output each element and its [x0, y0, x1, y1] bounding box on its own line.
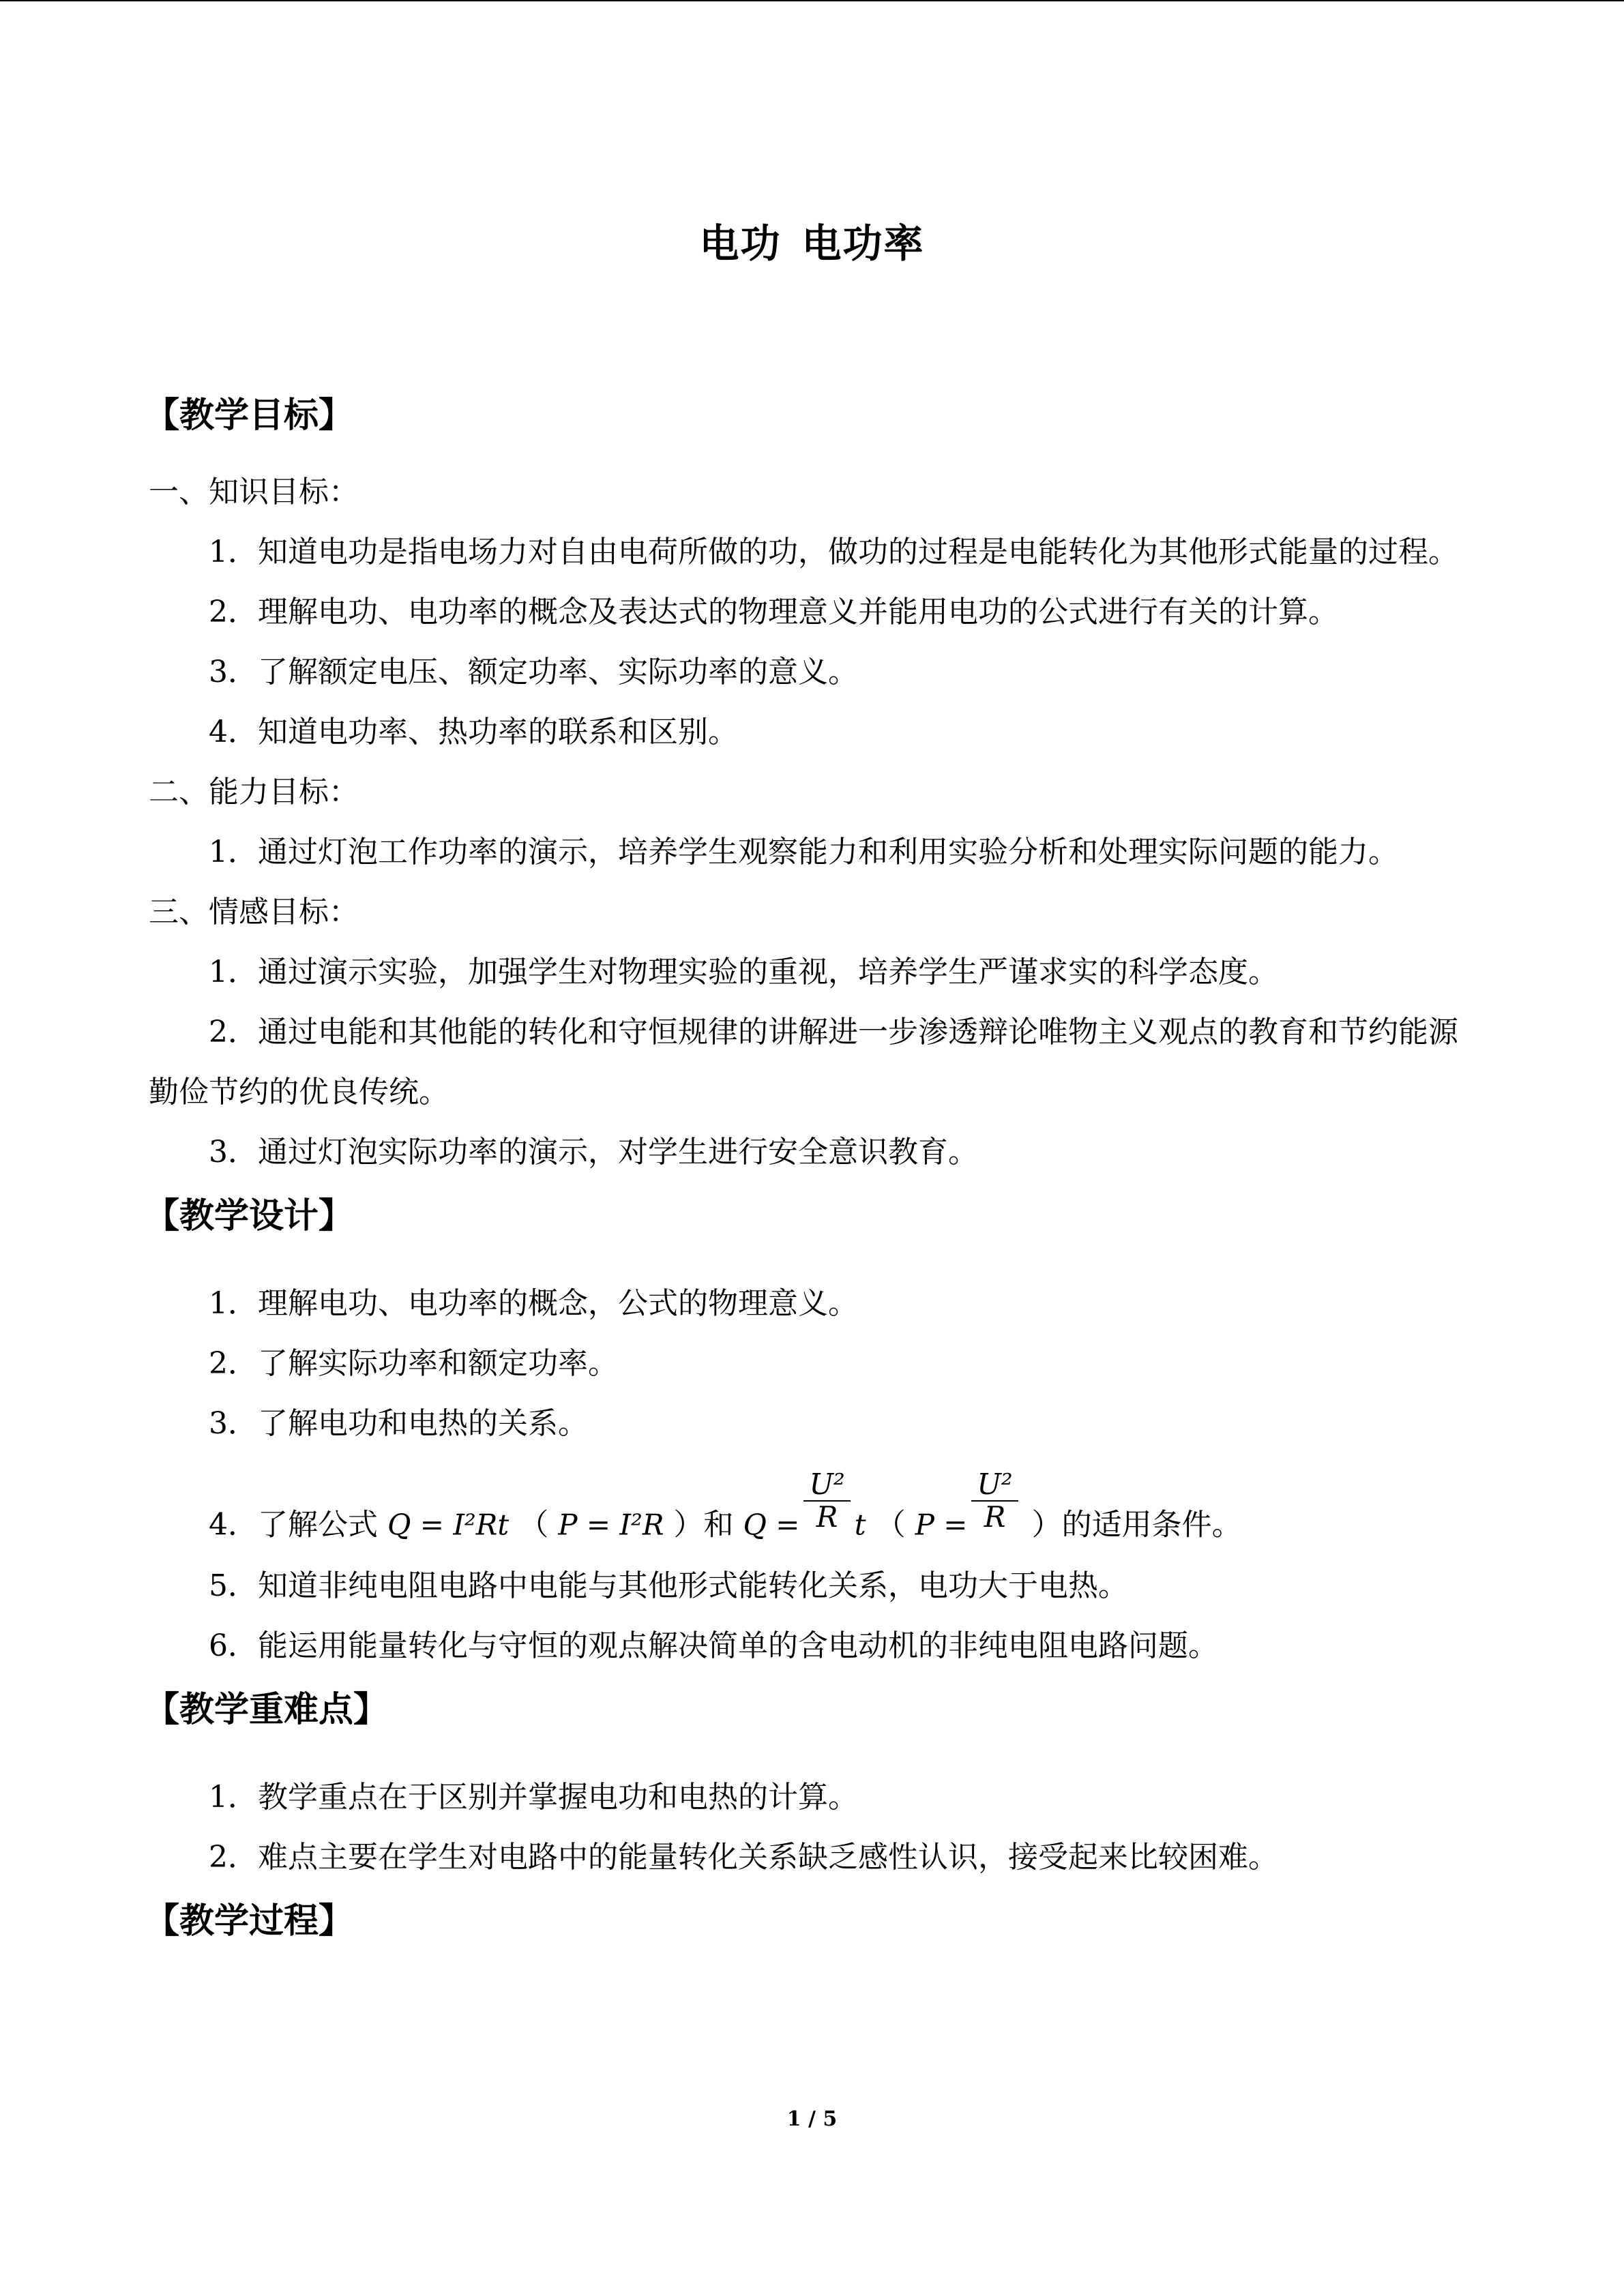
design-item-3: 3．了解电功和电热的关系。 [209, 1406, 588, 1441]
design-item-1: 1．理解电功、电功率的概念，公式的物理意义。 [209, 1286, 858, 1321]
formula-heat-power: P = I²R [558, 1508, 664, 1542]
knowledge-item-2: 2．理解电功、电功率的概念及表达式的物理意义并能用电功的公式进行有关的计算。 [209, 595, 1338, 629]
ability-label: 二、能力目标： [149, 775, 359, 809]
emotion-item-2: 2．通过电能和其他能的转化和守恒规律的讲解进一步渗透辩论唯物主义观点的教育和节约能源勤俭节约的优良传统。 [149, 1015, 1458, 1109]
knowledge-item-4: 4．知道电功率、热功率的联系和区别。 [209, 715, 738, 749]
formula-paren-open: （ [518, 1507, 549, 1542]
heading-keypoints: 【教学重难点】 [145, 1690, 389, 1730]
formula-and: ）和 [673, 1507, 734, 1542]
page-title [0, 211, 1624, 269]
formula-q-denominator: R [816, 1500, 838, 1534]
heading-design: 【教学设计】 [145, 1196, 354, 1236]
formula-joule-heat: Q = I²Rt [387, 1508, 510, 1542]
formula-prefix: 4．了解公式 [209, 1507, 378, 1542]
knowledge-item-1: 1．知道电功是指电场力对自由电荷所做的功，做功的过程是电能转化为其他形式能量的过程。 [209, 535, 1458, 569]
emotion-item-1: 1．通过演示实验，加强学生对物理实验的重视，培养学生严谨求实的科学态度。 [209, 955, 1278, 989]
design-item-5: 5．知道非纯电阻电路中电能与其他形式能转化关系，电功大于电热。 [209, 1568, 1128, 1603]
formula-q-numerator: U² [803, 1469, 850, 1502]
design-item-6: 6．能运用能量转化与守恒的观点解决简单的含电动机的非纯电阻电路问题。 [209, 1628, 1218, 1663]
title-part-2: 电功率 [801, 220, 925, 267]
design-item-2: 2．了解实际功率和额定功率。 [209, 1346, 618, 1381]
formula-p-lhs: P = [915, 1508, 968, 1542]
keypoint-item-2: 2．难点主要在学生对电路中的能量转化关系缺乏感性认识，接受起来比较困难。 [209, 1840, 1278, 1875]
formula-q-lhs: Q = [743, 1508, 800, 1542]
formula-p-fraction [971, 1469, 1018, 1533]
top-border [0, 0, 1624, 1]
page-number: 1 / 5 [786, 2107, 838, 2131]
emotion-label: 三、情感目标： [149, 895, 359, 929]
formula-suffix: ）的适用条件。 [1031, 1507, 1242, 1542]
formula-p-denominator: R [984, 1500, 1006, 1534]
knowledge-label: 一、知识目标： [149, 475, 359, 509]
document-body [145, 382, 1486, 1956]
ability-item-1: 1．通过灯泡工作功率的演示，培养学生观察能力和利用实验分析和处理实际问题的能力。 [209, 835, 1398, 869]
formula-p-numerator: U² [971, 1469, 1018, 1502]
knowledge-item-3: 3．了解额定电压、额定功率、实际功率的意义。 [209, 655, 858, 689]
keypoint-item-1: 1．教学重点在于区别并掌握电功和电热的计算。 [209, 1780, 858, 1815]
heading-process: 【教学过程】 [145, 1901, 354, 1941]
formula-q-fraction [803, 1469, 850, 1533]
formula-paren-open-2: （ [875, 1507, 906, 1542]
design-item-4-formulas [149, 1454, 1486, 1556]
formula-q-tail: t [854, 1508, 866, 1542]
heading-objectives: 【教学目标】 [145, 396, 354, 436]
emotion-item-3: 3．通过灯泡实际功率的演示，对学生进行安全意识教育。 [209, 1135, 978, 1169]
title-part-1: 电功 [699, 220, 782, 267]
